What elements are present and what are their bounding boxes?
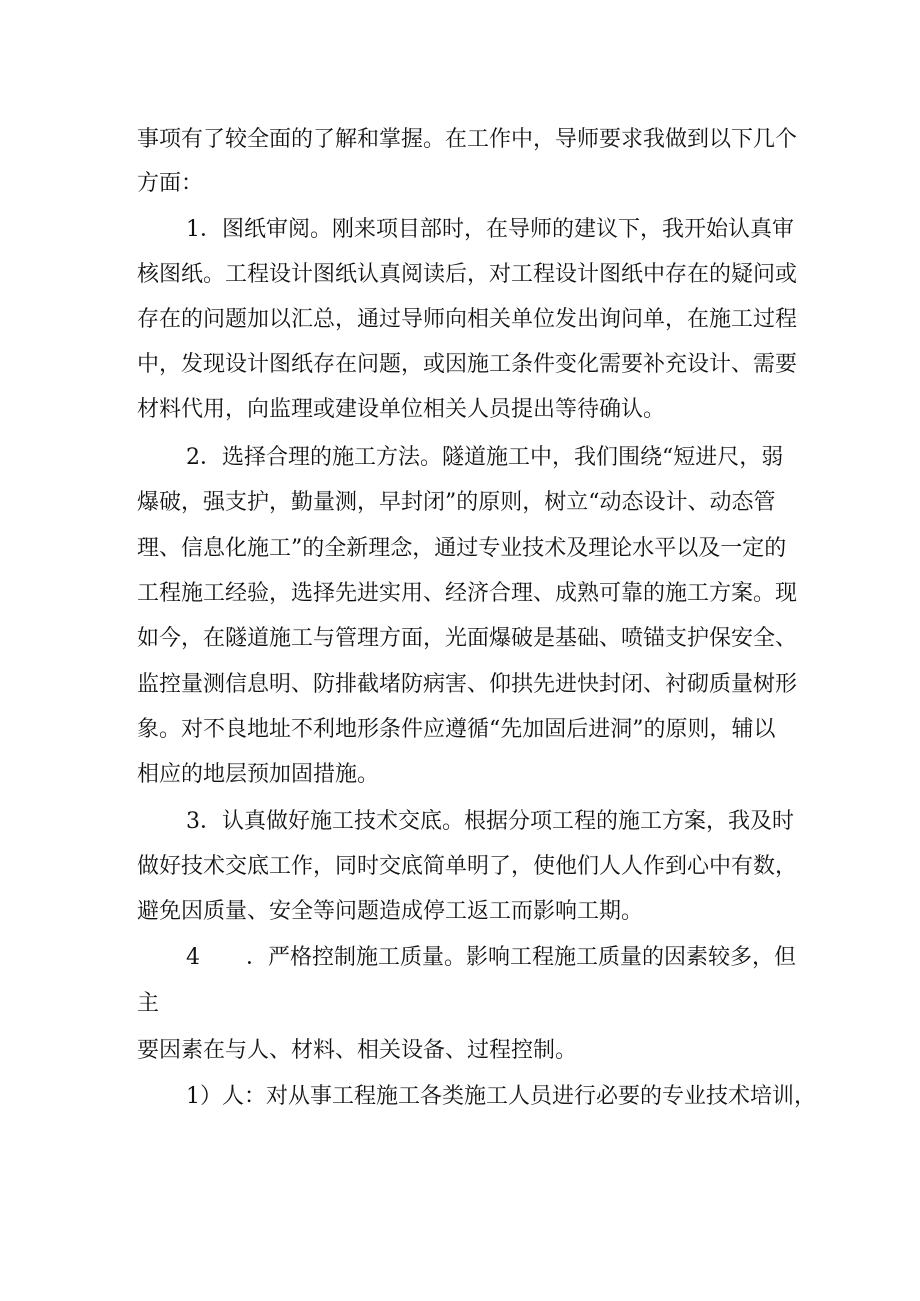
text-line-12: 如今，在隧道施工与管理方面，光面爆破是基础、喷锚支护保安全、 bbox=[137, 626, 798, 651]
item4-number: 4 bbox=[186, 945, 200, 970]
text-line-10: 理、信息化施工”的全新理念，通过专业技术及理论水平以及一定的 bbox=[137, 536, 787, 561]
text-line-6: 中，发现设计图纸存在问题，或因施工条件变化需要补充设计、需要 bbox=[137, 352, 798, 377]
item4-text: ．严格控制施工质量。影响工程施工质量的因素较多，但 bbox=[246, 945, 797, 970]
text-line-item4 bbox=[186, 945, 796, 971]
text-line-14: 象。对不良地址不利地形条件应遵循“先加固后进洞”的原则，辅以 bbox=[137, 717, 776, 742]
text-line-18: 避免因质量、安全等问题造成停工返工而影响工期。 bbox=[137, 899, 644, 924]
text-line-9: 爆破，强支护，勤量测，早封闭”的原则，树立“动态设计、动态管 bbox=[137, 490, 776, 515]
text-line-4: 核图纸。工程设计图纸认真阅读后，对工程设计图纸中存在的疑问或 bbox=[137, 262, 798, 287]
text-line-2: 方面： bbox=[137, 171, 204, 196]
text-line-20: 要因素在与人、材料、相关设备、过程控制。 bbox=[137, 1038, 578, 1063]
text-line-8: 2．选择合理的施工方法。隧道施工中，我们围绕“短进尺，弱 bbox=[186, 445, 784, 470]
text-line-16: 3．认真做好施工技术交底。根据分项工程的施工方案，我及时 bbox=[186, 809, 794, 834]
text-line-5: 存在的问题加以汇总，通过导师向相关单位发出询问单，在施工过程 bbox=[137, 307, 798, 332]
text-line-15: 相应的地层预加固措施。 bbox=[137, 762, 380, 787]
text-line-7: 材料代用，向监理或建设单位相关人员提出等待确认。 bbox=[137, 397, 666, 422]
text-line-19: 主 bbox=[137, 991, 160, 1016]
text-line-21: 1）人：对从事工程施工各类施工人员进行必要的专业技术培训， bbox=[186, 1084, 816, 1109]
text-line-3: 1．图纸审阅。刚来项目部时，在导师的建议下，我开始认真审 bbox=[186, 217, 794, 242]
text-line-17: 做好技术交底工作，同时交底简单明了，使他们人人作到心中有数， bbox=[137, 854, 798, 879]
text-line-11: 工程施工经验，选择先进实用、经济合理、成熟可靠的施工方案。现 bbox=[137, 581, 798, 606]
text-line-1: 事项有了较全面的了解和掌握。在工作中，导师要求我做到以下几个 bbox=[137, 127, 798, 152]
text-line-13: 监控量测信息明、防排截堵防病害、仰拱先进快封闭、衬砌质量树形 bbox=[137, 672, 798, 697]
